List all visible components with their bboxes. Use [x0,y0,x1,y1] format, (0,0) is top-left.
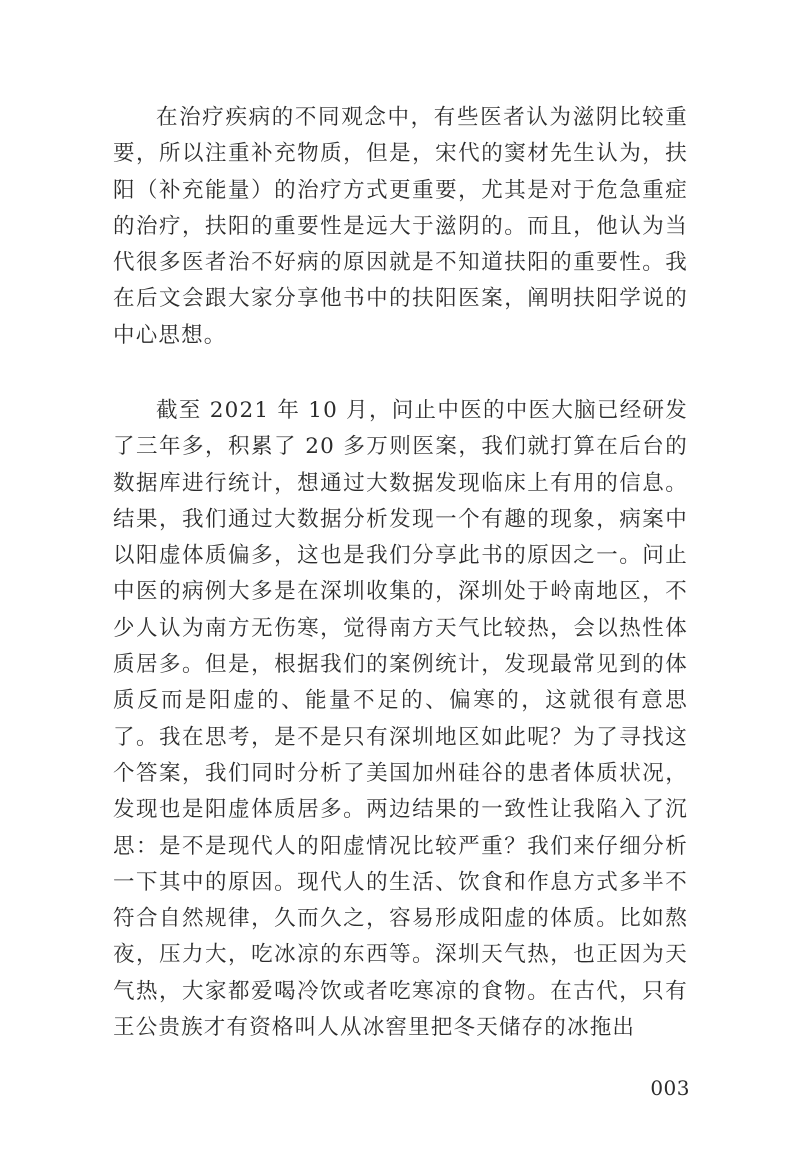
page-number: 003 [650,1076,690,1100]
body-paragraph: 在治疗疾病的不同观念中，有些医者认为滋阴比较重要，所以注重补充物质，但是，宋代的窦材先生认为，扶阳（补充能量）的治疗方式更重要，尤其是对于危急重症的治疗，扶阳的重要性是远大于滋阴的。而且，他认为当代很多医者治不好病的原因就是不知道扶阳的重要性。我在后文会跟大家分享他书中的扶阳医案，阐明扶阳学说的中心思想。 [113,105,688,348]
body-paragraph: 截至 2021 年 10 月，问止中医的中医大脑已经研发了三年多，积累了 20 多万则医案，我们就打算在后台的数据库进行统计，想通过大数据发现临床上有用的信息。结果，我们通过大数据分析发现一个有趣的现象，病案中以阳虚体质偏多，这也是我们分享此书的原因之一。问止中医的病例大多是在深圳收集的，深圳处于岭南地区，不少人认为南方无伤寒，觉得南方天气比较热，会以热性体质居多。但是，根据我们的案例统计，发现最常见到的体质反而是阳虚的、能量不足的、偏寒的，这就很有意思了。我在思考，是不是只有深圳地区如此呢？为了寻找这个答案，我们同时分析了美国加州硅谷的患者体质状况，发现也是阳虚体质居多。两边结果的一致性让我陷入了沉思：是不是现代人的阳虚情况比较严重？我们来仔细分析一下其中的原因。现代人的生活、饮食和作息方式多半不符合自然规律，久而久之，容易形成阳虚的体质。比如熬夜，压力大，吃冰凉的东西等。深圳天气热，也正因为天气热，大家都爱喝冷饮或者吃寒凉的食物。在古代，只有王公贵族才有资格叫人从冰窖里把冬天储存的冰拖出 [113,398,688,1041]
